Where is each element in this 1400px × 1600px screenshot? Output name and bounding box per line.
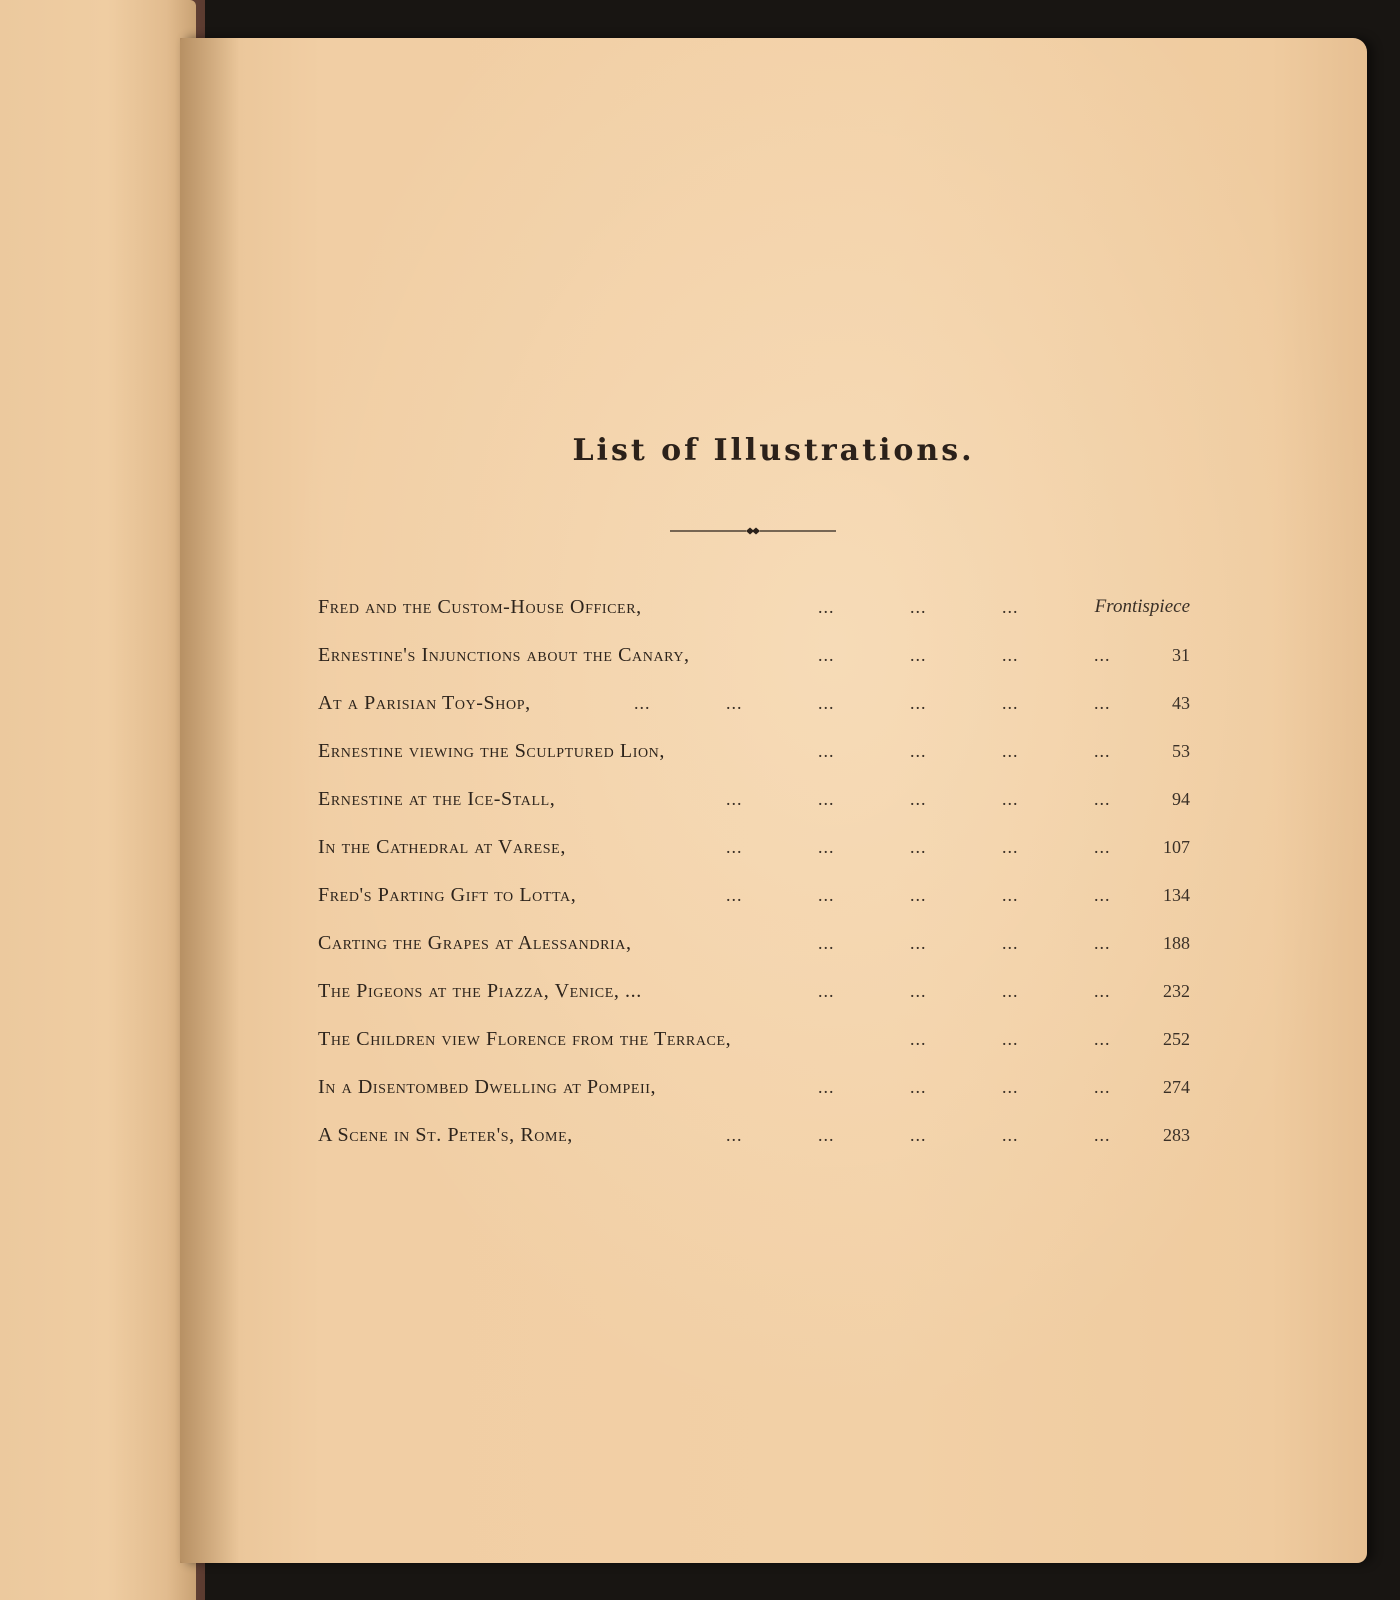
leader-dots: ... xyxy=(818,885,835,905)
leader-dots: ... xyxy=(910,645,927,665)
leader-dots: ... xyxy=(1094,981,1111,1001)
illustration-title: The Pigeons at the Piazza, Venice, ... xyxy=(318,980,642,1002)
illustration-row xyxy=(318,1063,1190,1111)
illustration-page-number: 94 xyxy=(1172,789,1190,809)
leader-dots: ... xyxy=(910,885,927,905)
leader-dots: ... xyxy=(818,693,835,713)
leader-dots: ... xyxy=(910,1077,927,1097)
illustration-page-number: 43 xyxy=(1172,693,1190,713)
illustration-row xyxy=(318,1111,1190,1159)
ornament-divider xyxy=(670,526,836,536)
leader-dots: ... xyxy=(818,645,835,665)
illustration-row xyxy=(318,727,1190,775)
leader-dots: ... xyxy=(818,933,835,953)
leader-dots: ... xyxy=(1094,837,1111,857)
illustration-title: Ernestine viewing the Sculptured Lion, xyxy=(318,740,665,762)
leader-dots: ... xyxy=(910,597,927,617)
leader-dots: ... xyxy=(1002,693,1019,713)
leader-dots: ... xyxy=(1002,789,1019,809)
leader-dots: ... xyxy=(818,597,835,617)
leader-dots: ... xyxy=(1002,597,1019,617)
illustration-row xyxy=(318,583,1190,631)
left-page xyxy=(0,0,196,1600)
leader-dots: ... xyxy=(818,1077,835,1097)
leader-dots: ... xyxy=(1002,645,1019,665)
illustration-page-number: 31 xyxy=(1172,645,1190,665)
illustration-row xyxy=(318,631,1190,679)
leader-dots: ... xyxy=(1002,933,1019,953)
leader-dots: ... xyxy=(1094,1077,1111,1097)
leader-dots: ... xyxy=(910,693,927,713)
illustration-row xyxy=(318,919,1190,967)
leader-dots: ... xyxy=(1002,1125,1019,1145)
leader-dots: ... xyxy=(1002,741,1019,761)
leader-dots: ... xyxy=(1094,933,1111,953)
illustration-row xyxy=(318,823,1190,871)
illustration-title: Ernestine's Injunctions about the Canary, xyxy=(318,644,690,666)
illustration-title: At a Parisian Toy-Shop, xyxy=(318,692,531,714)
leader-dots: ... xyxy=(1094,741,1111,761)
leader-dots: ... xyxy=(1094,693,1111,713)
right-page xyxy=(180,38,1367,1563)
leader-dots: ... xyxy=(1094,1029,1111,1049)
leader-dots: ... xyxy=(910,981,927,1001)
leader-dots: ... xyxy=(726,1125,743,1145)
leader-dots: ... xyxy=(726,693,743,713)
illustration-page-number: 274 xyxy=(1163,1077,1190,1097)
illustration-row xyxy=(318,871,1190,919)
leader-dots: ... xyxy=(1002,1029,1019,1049)
illustration-row xyxy=(318,775,1190,823)
leader-dots: ... xyxy=(818,741,835,761)
illustration-row xyxy=(318,679,1190,727)
leader-dots: ... xyxy=(818,981,835,1001)
leader-dots: ... xyxy=(726,837,743,857)
illustration-title: Fred and the Custom-House Officer, xyxy=(318,596,642,618)
leader-dots: ... xyxy=(818,1125,835,1145)
leader-dots: ... xyxy=(1002,1077,1019,1097)
leader-dots: ... xyxy=(1094,885,1111,905)
leader-dots: ... xyxy=(1094,789,1111,809)
leader-dots: ... xyxy=(910,1125,927,1145)
leader-dots: ... xyxy=(818,837,835,857)
leader-dots: ... xyxy=(910,1029,927,1049)
leader-dots: ... xyxy=(634,693,651,713)
leader-dots: ... xyxy=(726,789,743,809)
illustration-page-number: 134 xyxy=(1163,885,1190,905)
illustration-title: The Children view Florence from the Terrace, xyxy=(318,1028,732,1050)
illustration-page-number: 188 xyxy=(1163,933,1190,953)
leader-dots: ... xyxy=(1002,981,1019,1001)
illustration-title: Carting the Grapes at Alessandria, xyxy=(318,932,632,954)
leader-dots: ... xyxy=(1094,1125,1111,1145)
illustration-page-number: Frontispiece xyxy=(1094,596,1190,617)
illustration-page-number: 232 xyxy=(1163,981,1190,1001)
leader-dots: ... xyxy=(726,885,743,905)
illustration-title: Ernestine at the Ice-Stall, xyxy=(318,788,556,810)
illustration-title: A Scene in St. Peter's, Rome, xyxy=(318,1124,573,1146)
illustrations-list xyxy=(318,583,1190,1159)
page-title: List of Illustrations. xyxy=(572,433,975,468)
illustration-row xyxy=(318,1015,1190,1063)
leader-dots: ... xyxy=(818,789,835,809)
leader-dots: ... xyxy=(910,837,927,857)
illustration-title: Fred's Parting Gift to Lotta, xyxy=(318,884,577,906)
illustration-page-number: 107 xyxy=(1163,837,1190,857)
leader-dots: ... xyxy=(1094,645,1111,665)
illustration-page-number: 252 xyxy=(1163,1029,1190,1049)
leader-dots: ... xyxy=(910,933,927,953)
illustration-title: In the Cathedral at Varese, xyxy=(318,836,566,858)
illustration-row xyxy=(318,967,1190,1015)
illustration-page-number: 283 xyxy=(1163,1125,1190,1145)
illustration-title: In a Disentombed Dwelling at Pompeii, xyxy=(318,1076,657,1098)
leader-dots: ... xyxy=(1002,885,1019,905)
leader-dots: ... xyxy=(910,741,927,761)
leader-dots: ... xyxy=(1002,837,1019,857)
leader-dots: ... xyxy=(910,789,927,809)
illustration-page-number: 53 xyxy=(1172,741,1190,761)
